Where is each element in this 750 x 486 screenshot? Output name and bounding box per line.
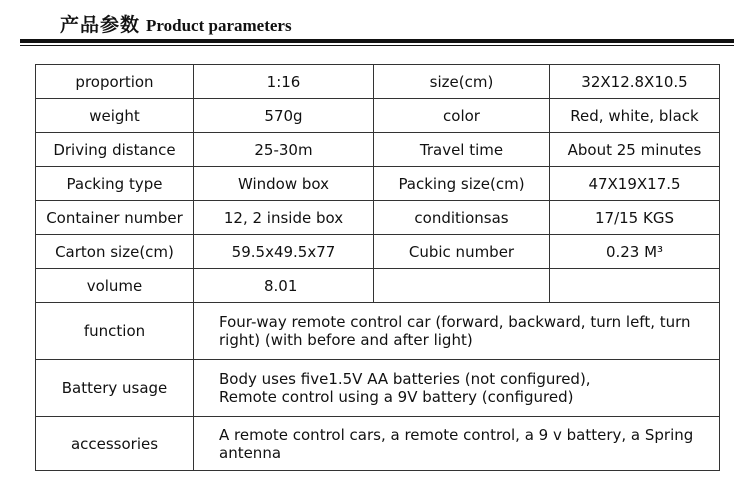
- param-label: conditionsas: [374, 201, 550, 235]
- param-description: [194, 360, 720, 417]
- param-label: Container number: [36, 201, 194, 235]
- param-label: weight: [36, 99, 194, 133]
- table-row-volume: [36, 269, 720, 303]
- param-value: About 25 minutes: [550, 133, 720, 167]
- param-label: Battery usage: [36, 360, 194, 417]
- table-row-carton-size: [36, 235, 720, 269]
- empty-cell: [374, 269, 550, 303]
- param-label: accessories: [36, 417, 194, 471]
- param-label: color: [374, 99, 550, 133]
- param-label: Driving distance: [36, 133, 194, 167]
- empty-cell: [550, 269, 720, 303]
- description-line: Four-way remote control car (forward, backward, turn left, turn: [219, 313, 691, 331]
- param-description: [194, 417, 720, 471]
- param-description: [194, 303, 720, 360]
- param-label: proportion: [36, 65, 194, 99]
- product-parameters-table: [35, 64, 720, 471]
- param-label: function: [36, 303, 194, 360]
- param-value: Window box: [194, 167, 374, 201]
- param-label: volume: [36, 269, 194, 303]
- param-value: 8.01: [194, 269, 374, 303]
- table-row-battery-usage: [36, 360, 720, 417]
- param-value: 47X19X17.5: [550, 167, 720, 201]
- header-divider-thick: [20, 39, 734, 43]
- table-row-driving-distance: [36, 133, 720, 167]
- param-value: 59.5x49.5x77: [194, 235, 374, 269]
- header-title-en: Product parameters: [146, 16, 292, 35]
- page-header: [60, 10, 292, 38]
- header-divider-thin: [20, 45, 734, 46]
- table-row-packing-type: [36, 167, 720, 201]
- description-line: Body uses five1.5V AA batteries (not configured),: [219, 370, 591, 388]
- param-value: 0.23 M³: [550, 235, 720, 269]
- description-line: antenna: [219, 443, 282, 462]
- param-label: Cubic number: [374, 235, 550, 269]
- param-label: Travel time: [374, 133, 550, 167]
- param-label: Packing type: [36, 167, 194, 201]
- header-title-cn: 产品参数: [60, 14, 141, 36]
- param-value: 570g: [194, 99, 374, 133]
- param-value: 17/15 KGS: [550, 201, 720, 235]
- description-line: Remote control using a 9V battery (configured): [219, 388, 574, 406]
- table-row-accessories: [36, 417, 720, 471]
- table-row-container-number: [36, 201, 720, 235]
- table-row-weight: [36, 99, 720, 133]
- description-line: right) (with before and after light): [219, 331, 473, 349]
- param-label: Carton size(cm): [36, 235, 194, 269]
- param-value: 12, 2 inside box: [194, 201, 374, 235]
- param-value: Red, white, black: [550, 99, 720, 133]
- table-row-proportion: [36, 65, 720, 99]
- param-value: 25-30m: [194, 133, 374, 167]
- param-value: 32X12.8X10.5: [550, 65, 720, 99]
- description-line: A remote control cars, a remote control, a 9 v battery, a Spring: [219, 425, 694, 444]
- table-row-function: [36, 303, 720, 360]
- param-value: 1:16: [194, 65, 374, 99]
- param-label: size(cm): [374, 65, 550, 99]
- param-label: Packing size(cm): [374, 167, 550, 201]
